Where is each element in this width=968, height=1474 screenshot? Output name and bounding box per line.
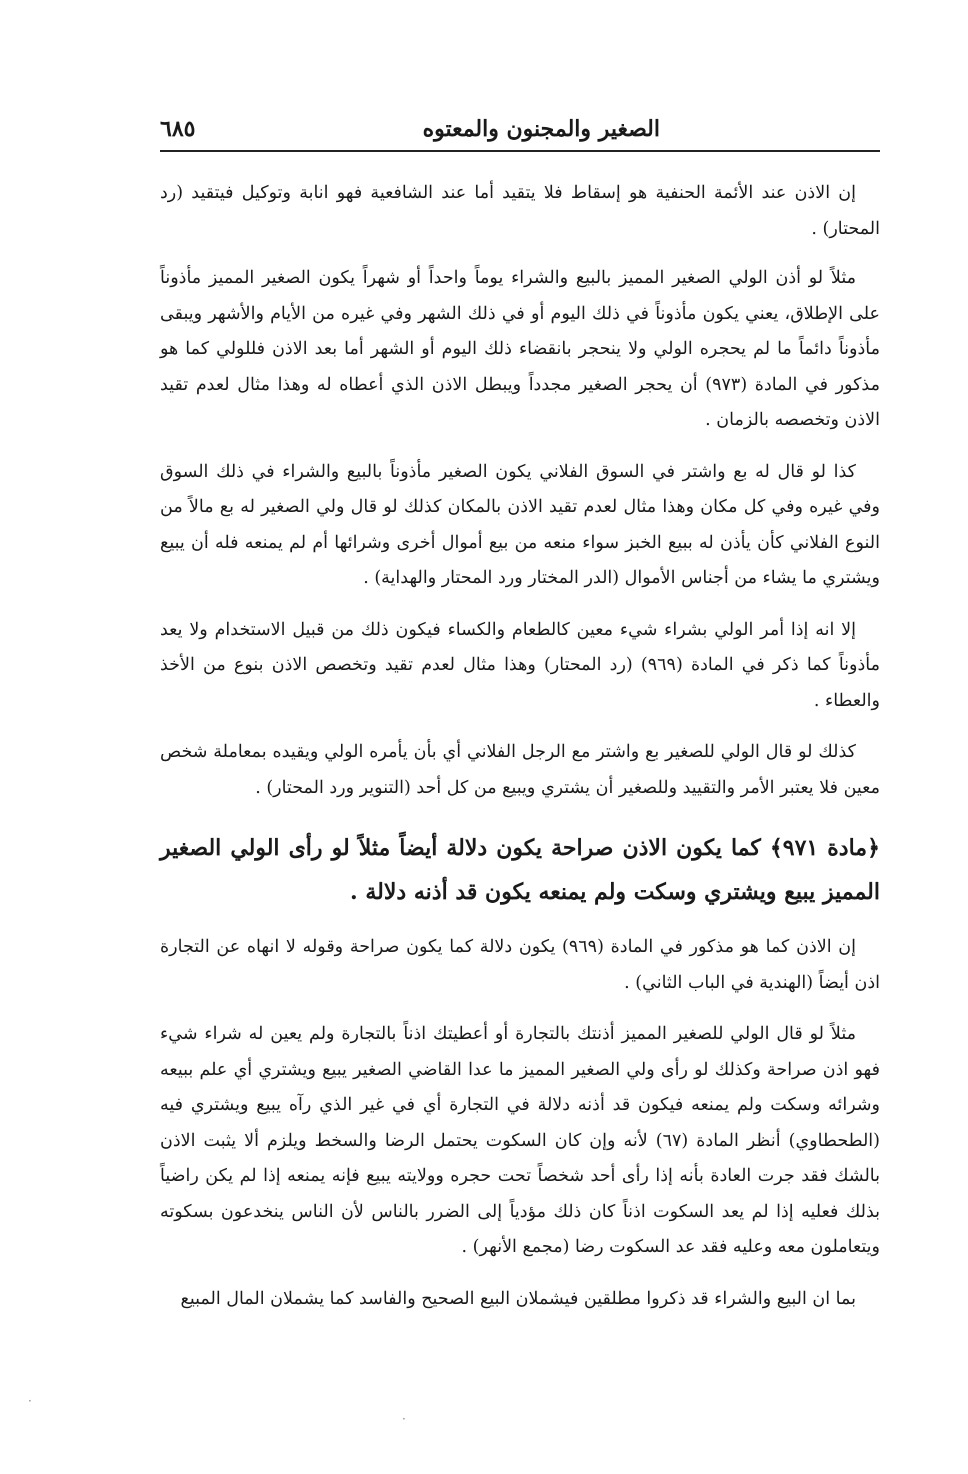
paragraph-6: إن الاذن كما هو مذكور في المادة (٩٦٩) يكون دلالة كما يكون صراحة وقوله لا انهاه عن التجارة اذن أيضاً (الهندية في الباب الثاني) . (160, 937, 880, 993)
paragraph-3: كذا لو قال له بع واشتر في السوق الفلاني يكون الصغير مأذوناً بالبيع والشراء في ذلك السوق وفي غيره وفي كل مكان وهذا مثال لعدم تقيد الاذن بالمكان كذلك لو قال ولي الصغير له بع مالاً من النوع الفلاني كأن يأذن له ببيع الخبز سواء منعه من بيع أموال أخرى وشرائها أم لم يمنعه فله أن يبيع ويشتري ما يشاء من أجناس الأموال (الدر المختار ورد المحتار والهداية) . (160, 461, 880, 588)
page-number: ٦٨٥ (160, 116, 196, 142)
paragraph-4: إلا انه إذا أمر الولي بشراء شيء معين كالطعام والكساء فيكون ذلك من قبيل الاستخدام ولا يعد مأذوناً كما ذكر في المادة (٩٦٩) (رد المحتار) وهذا مثال لعدم تقيد وتخصص الاذن بنوع من الأخذ والعطاء . (160, 619, 880, 711)
paragraph-1: إن الاذن عند الأئمة الحنفية هو إسقاط فلا يتقيد أما عند الشافعية فهو انابة وتوكيل فيتقيد (رد المحتار) . (160, 183, 880, 239)
paragraph-5: كذلك لو قال الولي للصغير بع واشتر مع الرجل الفلاني أي بأن يأمره الولي ويقيده بمعاملة شخص معين فلا يعتبر الأمر والتقييد وللصغير أن يشتري ويبيع من كل أحد (التنوير ورد المحتار) . (160, 742, 880, 798)
paragraph-8: بما ان البيع والشراء قد ذكروا مطلقين فيشملان البيع الصحيح والفاسد كما يشملان المال المبيع (180, 1288, 856, 1309)
scan-mark: · (28, 1394, 32, 1408)
page-body (160, 176, 880, 1317)
page-header (160, 110, 880, 152)
document-page (160, 110, 880, 1333)
running-title: الصغير والمجنون والمعتوه (422, 116, 660, 142)
article-heading: ﴿مادة ٩٧١﴾ كما يكون الاذن صراحة يكون دلالة أيضاً مثلاً لو رأى الولي الصغير المميز يبيع ويشتري وسكت ولم يمنعه يكون قد أذنه دلالة . (160, 835, 880, 905)
paragraph-2: مثلاً لو أذن الولي الصغير المميز بالبيع والشراء يوماً واحداً أو شهراً يكون الصغير المميز مأذوناً على الإطلاق، يعني يكون مأذوناً في ذلك اليوم أو في ذلك الشهر وفي غيره من الأيام والأشهر ويبقى مأذوناً دائماً ما لم يحجره الولي ولا ينحجر بانقضاء ذلك اليوم أو الشهر أما بعد الاذن فللولي كما هو مذكور في المادة (٩٧٣) أن يحجر الصغير مجدداً ويبطل الاذن الذي أعطاه له وهذا مثال لعدم تقيد الاذن وتخصصه بالزمان . (160, 268, 880, 430)
scan-mark: · (402, 1412, 406, 1426)
paragraph-7: مثلاً لو قال الولي للصغير المميز أذنتك بالتجارة أو أعطيتك اذناً بالتجارة ولم يعين له شراء شيء فهو اذن صراحة وكذلك لو رأى ولي الصغير المميز ما عدا القاضي الصغير يبيع ويشتري أي علم ببيعه وشرائه وسكت ولم يمنعه فيكون قد أذنه دلالة في التجارة أي في غير الذي رآه يبيع ويشتري فيه (الطحطاوي) أنظر المادة (٦٧) لأنه وإن كان السكوت يحتمل الرضا والسخط ويلزم ألا يثبت الاذن بالشك فقد جرت العادة بأنه إذا رأى أحد شخصاً تحت حجره وولايته يبيع فإنه يمنعه إذا لم يكن راضياً بذلك فعليه إذا لم يعد السكوت اذناً كان ذلك مؤدياً إلى الضرر بالناس لأن الناس ينخدعون بسكوته ويتعاملون معه وعليه فقد عد السكوت رضا (مجمع الأنهر) . (160, 1024, 880, 1257)
